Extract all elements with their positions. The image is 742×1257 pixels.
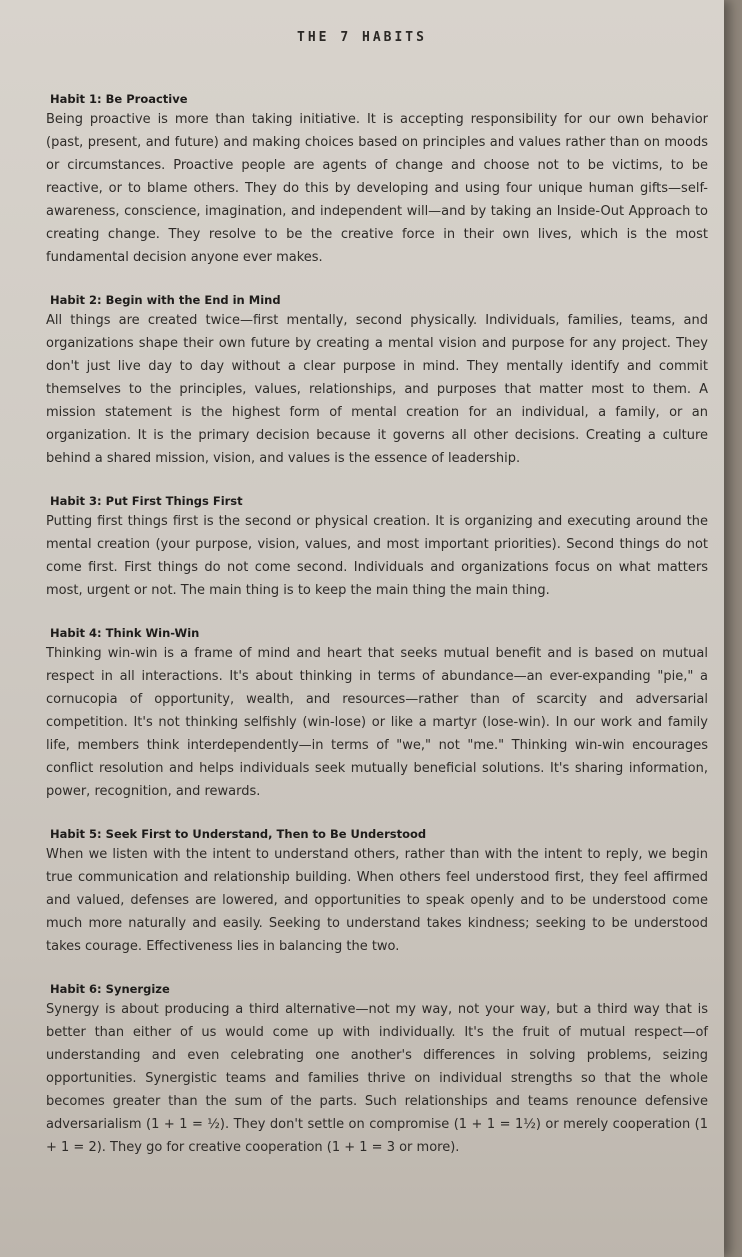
habit-1 <box>46 92 708 269</box>
habit-6-body: Synergy is about producing a third alternative—not my way, not your way, but a third way that is better than either of us would come up with individually. It's the fruit of mutual respect—of understanding and even celebrating one another's differences in solving problems, seizing opportunities. Synergistic teams and families thrive on individual strengths so that the whole becomes greater than the sum of the parts. Such relationships and teams renounce defensive adversarialism (1 + 1 = ½). They don't settle on compromise (1 + 1 = 1½) or merely cooperation (1 + 1 = 2). They go for creative cooperation (1 + 1 = 3 or more). <box>46 1002 708 1155</box>
habit-1-body: Being proactive is more than taking initiative. It is accepting responsibility for our own behavior (past, present, and future) and making choices based on principles and values rather than on moods or circumstances. Proactive people are agents of change and choose not to be victims, to be reactive, or to blame others. They do this by developing and using four unique human gifts—self-awareness, conscience, imagination, and independent will—and by taking an Inside-Out Approach to creating change. They resolve to be the creative force in their own lives, which is the most fundamental decision anyone ever makes. <box>46 112 708 265</box>
habits-list <box>46 92 708 1183</box>
habit-5-body: When we listen with the intent to understand others, rather than with the intent to reply, we begin true communication and relationship building. When others feel understood first, they feel affirmed and valued, defenses are lowered, and opportunities to speak openly and to be understood come much more naturally and easily. Seeking to understand takes kindness; seeking to be understood takes courage. Effectiveness lies in balancing the two. <box>46 847 708 954</box>
habit-3-body: Putting first things first is the second or physical creation. It is organizing and executing around the mental creation (your purpose, vision, values, and most important priorities). Second things do not come first. First things do not come second. Individuals and organizations focus on what matters most, urgent or not. The main thing is to keep the main thing the main thing. <box>46 514 708 598</box>
habit-5 <box>46 827 708 958</box>
habit-3-title: Habit 3: Put First Things First <box>50 494 243 508</box>
habit-4 <box>46 626 708 803</box>
habit-4-body: Thinking win-win is a frame of mind and heart that seeks mutual benefit and is based on mutual respect in all interactions. It's about thinking in terms of abundance—an ever-expanding "pie," a cornucopia of opportunity, wealth, and resources—rather than of scarcity and adversarial competition. It's not thinking selfishly (win-lose) or like a martyr (lose-win). In our work and family life, members think interdependently—in terms of "we," not "me." Thinking win-win encourages conflict resolution and helps individuals seek mutually beneficial solutions. It's sharing information, power, recognition, and rewards. <box>46 646 708 799</box>
habit-3 <box>46 494 708 602</box>
habit-6 <box>46 982 708 1159</box>
habit-2-title: Habit 2: Begin with the End in Mind <box>50 293 281 307</box>
habit-1-title: Habit 1: Be Proactive <box>50 92 188 106</box>
habit-2 <box>46 293 708 470</box>
habit-4-title: Habit 4: Think Win-Win <box>50 626 200 640</box>
running-header: THE 7 HABITS <box>297 30 427 45</box>
habit-5-title: Habit 5: Seek First to Understand, Then to Be Understood <box>50 827 427 841</box>
habit-2-body: All things are created twice—first mentally, second physically. Individuals, families, teams, and organizations shape their own future by creating a mental vision and purpose for any project. They don't just live day to day without a clear purpose in mind. They mentally identify and commit themselves to the principles, values, relationships, and purposes that matter most to them. A mission statement is the highest form of mental creation for an individual, a family, or an organization. It is the primary decision because it governs all other decisions. Creating a culture behind a shared mission, vision, and values is the essence of leadership. <box>46 313 708 466</box>
habit-6-title: Habit 6: Synergize <box>50 982 170 996</box>
